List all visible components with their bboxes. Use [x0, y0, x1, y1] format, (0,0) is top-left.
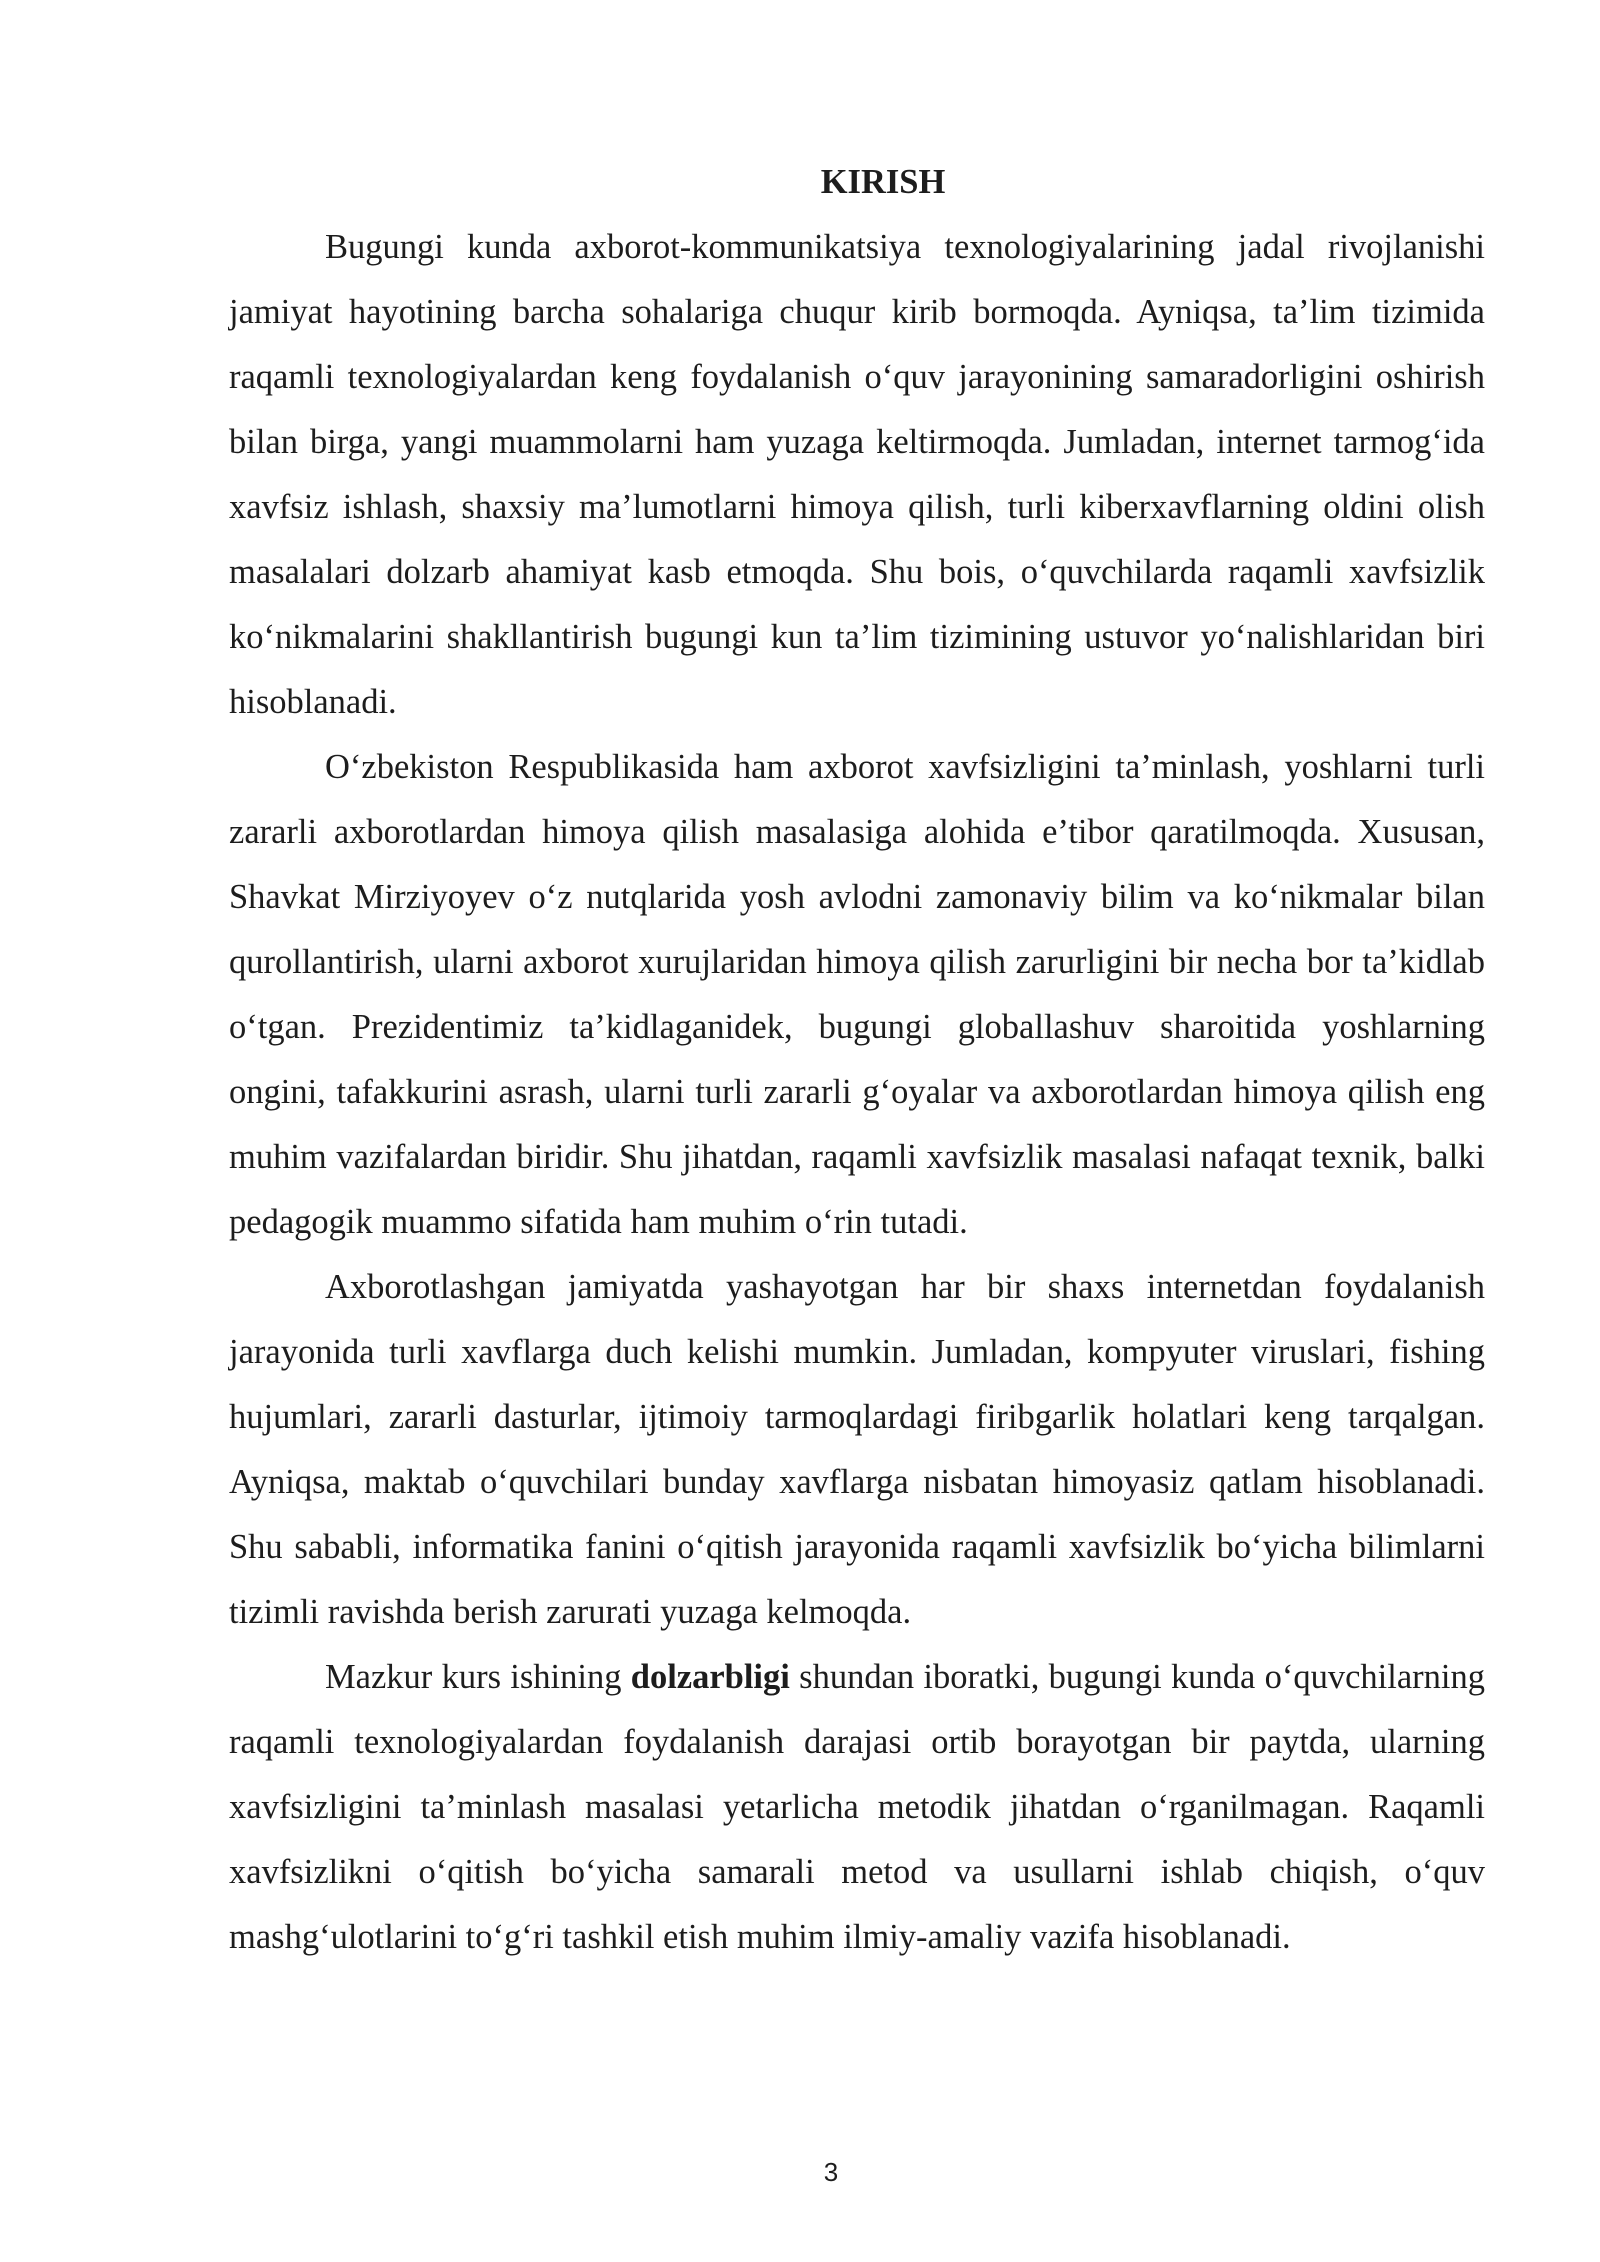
paragraph-4 [229, 1645, 1485, 1970]
relevance-term: dolzarbligi [630, 1658, 790, 1696]
page-number: 3 [823, 2157, 839, 2187]
paragraph-3: Axborotlashgan jamiyatda yashayotgan har bir shaxs internetdan foydalanish jarayonida turli xavflarga duch kelishi mumkin. Jumladan, kompyuter viruslari, fishing hujumlari, zararli dasturlar, ijtimoiy tarmoqlardagi firibgarlik holatlari keng tarqalgan. Ayniqsa, maktab o‘quvchilari bunday xavflarga nisbatan himoyasiz qatlam hisoblanadi. Shu sababli, informatika fanini o‘qitish jarayonida raqamli xavfsizlik bo‘yicha bilimlarni tizimli ravishda berish zarurati yuzaga kelmoqda. [229, 1268, 1485, 1631]
page-content [229, 150, 1485, 1970]
paragraph-1: Bugungi kunda axborot-kommunikatsiya texnologiyalarining jadal rivojlanishi jamiyat hayotining barcha sohalariga chuqur kirib bormoqda. Ayniqsa, ta’lim tizimida raqamli texnologiyalardan keng foydalanish o‘quv jarayonining samaradorligini oshirish bilan birga, yangi muammolarni ham yuzaga keltirmoqda. Jumladan, internet tarmog‘ida xavfsiz ishlash, shaxsiy ma’lumotlarni himoya qilish, turli kiberxavflarning oldini olish masalalari dolzarb ahamiyat kasb etmoqda. Shu bois, o‘quvchilarda raqamli xavfsizlik ko‘nikmalarini shakllantirish bugungi kun ta’lim tizimining ustuvor yo‘nalishlaridan biri hisoblanadi. [229, 228, 1485, 721]
paragraph-4-start: Mazkur kurs ishining [325, 1658, 631, 1696]
section-heading: KIRISH [820, 163, 946, 201]
paragraph-2: O‘zbekiston Respublikasida ham axborot xavfsizligini ta’minlash, yoshlarni turli zararli axborotlardan himoya qilish masalasiga alohida e’tibor qaratilmoqda. Xususan, Shavkat Mirziyoyev o‘z nutqlarida yosh avlodni zamonaviy bilim va ko‘nikmalar bilan qurollantirish, ularni axborot xurujlaridan himoya qilish zarurligini bir necha bor ta’kidlab o‘tgan. Prezidentimiz ta’kidlaganidek, bugungi globallashuv sharoitida yoshlarning ongini, tafakkurini asrash, ularni turli zararli g‘oyalar va axborotlardan himoya qilish eng muhim vazifalardan biridir. Shu jihatdan, raqamli xavfsizlik masalasi nafaqat texnik, balki pedagogik muammo sifatida ham muhim o‘rin tutadi. [229, 748, 1485, 1241]
paragraph-4-rest: shundan iboratki, bugungi kunda o‘quvchilarning raqamli texnologiyalardan foydalanish darajasi ortib borayotgan bir paytda, ularning xavfsizligini ta’minlash masalasi yetarlicha metodik jihatdan o‘rganilmagan. Raqamli xavfsizlikni o‘qitish bo‘yicha samarali metod va usullarni ishlab chiqish, o‘quv mashg‘ulotlarini to‘g‘ri tashkil etish muhim ilmiy-amaliy vazifa hisoblanadi. [229, 1658, 1485, 1956]
